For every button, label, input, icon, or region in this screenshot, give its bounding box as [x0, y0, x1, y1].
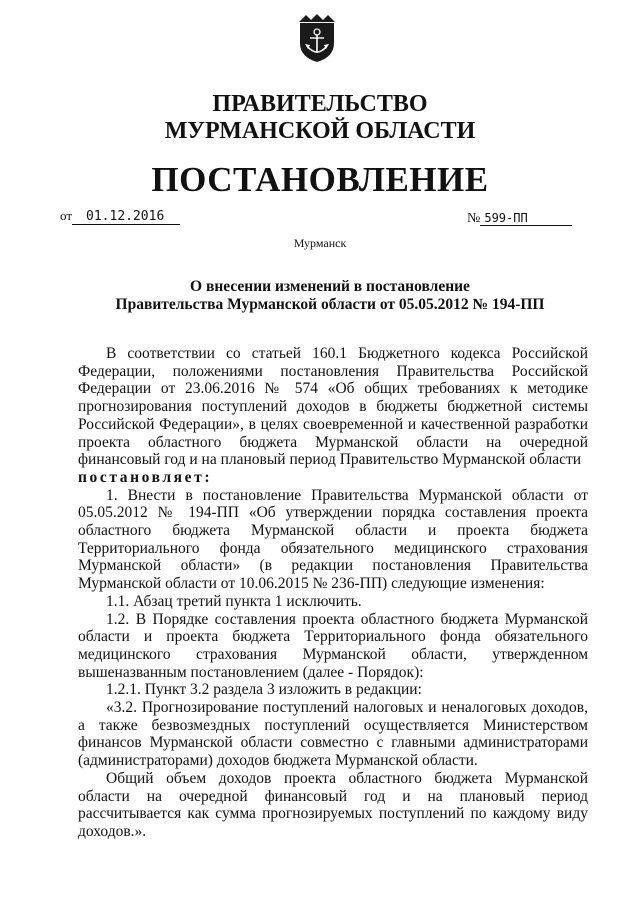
government-name-line1: ПРАВИТЕЛЬСТВО — [212, 91, 428, 117]
paragraph-item-1-2-1: 1.2.1. Пункт 3.2 раздела 3 изложить в редакции: — [106, 681, 422, 699]
subject-line1: О внесении изменений в постановление — [190, 278, 470, 295]
government-name-line2: МУРМАНСКОЙ ОБЛАСТИ — [164, 118, 476, 144]
resolution-keyword: постановляет: — [78, 468, 213, 486]
document-subject — [60, 278, 600, 314]
date-field — [60, 208, 180, 225]
subject-line2: Правительства Мурманской области от 05.05.2012 № 194-ПП — [115, 296, 545, 313]
paragraph-preamble: В соответствии со статьей 160.1 Бюджетного кодекса Российской Федерации, положениями постановления Правительства Российской Федерации от 23.06.2016 № 574 «Об общих требованиях к методике прогнозирования поступлений доходов в бюджеты бюджетной системы Российской Федерации», в целях своевременной и качественной разработки проекта областного бюджета Мурманской области на очередной финансовый год и на плановый период Правительство Мурманской области — [78, 345, 588, 469]
number-value: 599-ПП — [480, 211, 572, 226]
date-prefix: от — [60, 208, 73, 223]
number-field — [467, 211, 572, 227]
paragraph-quote-3-2: «3.2. Прогнозирование поступлений налоговых и неналоговых доходов, а также безвозмездных поступлений осуществляется Министерством финансов Мурманской области совместно с главными администраторами (администраторами) доходов бюджета Мурманской области. — [78, 699, 588, 770]
date-value: 01.12.2016 — [72, 209, 180, 225]
paragraph-item-1-2: 1.2. В Порядке составления проекта областного бюджета Мурманской области и проекта бюджета Территориального фонда обязательного медицинского страхования Мурманской области, утвержденном вышеназванным постановлением (далее - Порядок): — [78, 610, 588, 681]
paragraph-item-1-1: 1.1. Абзац третий пункта 1 исключить. — [106, 592, 362, 610]
number-prefix: № — [467, 211, 481, 226]
document-title: ПОСТАНОВЛЕНИЕ — [151, 160, 489, 199]
paragraph-item-1: 1. Внести в постановление Правительства Мурманской области от 05.05.2012 № 194-ПП «Об утверждении порядка составления проекта областного бюджета Мурманской области и проекта бюджета Территориального фонда обязательного медицинского страхования Мурманской области» (в редакции постановления Правительства Мурманской области от 10.06.2015 № 236-ПП) следующие изменения: — [78, 486, 588, 593]
coat-of-arms-icon — [297, 13, 337, 63]
document-body — [78, 345, 588, 841]
city-label: Мурманск — [293, 236, 347, 250]
paragraph-quote-total: Общий объем доходов проекта областного бюджета Мурманской области на очередной финансовый год и на плановый период рассчитывается как сумма прогнозируемых поступлений по каждому виду доходов.». — [78, 769, 588, 840]
